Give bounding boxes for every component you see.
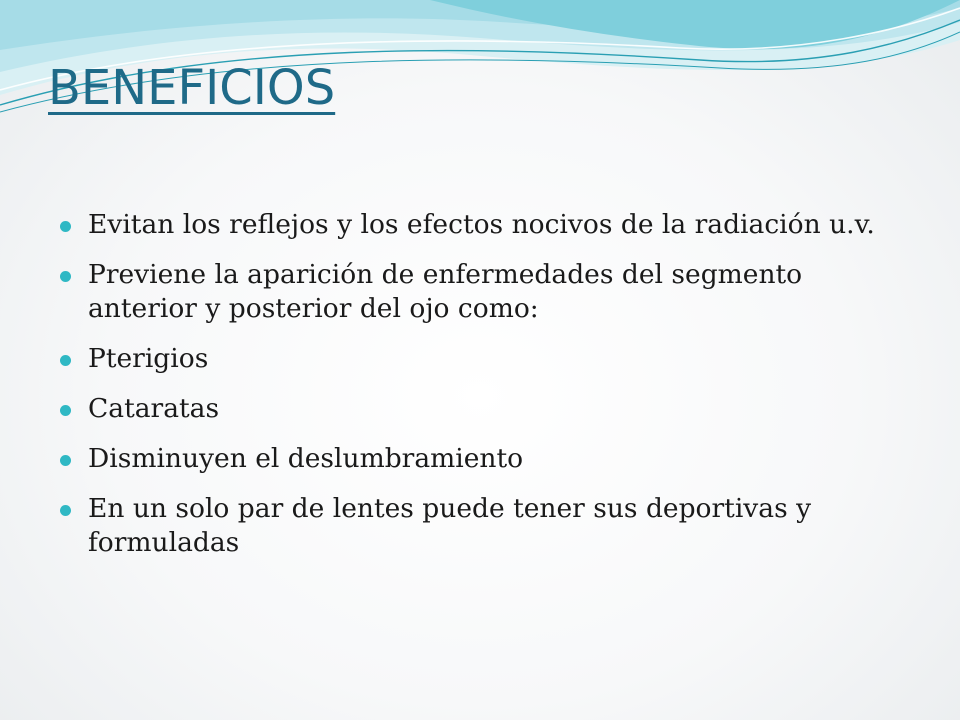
- bullet-text: Evitan los reflejos y los efectos nocivos de la radiación u.v.: [88, 209, 875, 240]
- bullet-text: Cataratas: [88, 393, 220, 424]
- list-item: [60, 208, 910, 242]
- bullet-text: Disminuyen el deslumbramiento: [88, 443, 524, 474]
- bullet-dot-icon: [60, 505, 71, 516]
- list-item: [60, 258, 910, 326]
- slide-title: BENEFICIOS: [48, 60, 336, 116]
- list-item: [60, 342, 910, 376]
- bullet-dot-icon: [60, 221, 71, 232]
- list-item: [60, 442, 910, 476]
- bullet-dot-icon: [60, 271, 71, 282]
- bullet-dot-icon: [60, 405, 71, 416]
- bullet-dot-icon: [60, 355, 71, 366]
- list-item: [60, 392, 910, 426]
- list-item: [60, 492, 910, 560]
- bullet-text: Pterigios: [88, 343, 209, 374]
- bullet-list: [60, 208, 910, 576]
- bullet-dot-icon: [60, 455, 71, 466]
- bullet-text: En un solo par de lentes puede tener sus deportivas y formuladas: [88, 493, 812, 558]
- bullet-text: Previene la aparición de enfermedades del segmento anterior y posterior del ojo como:: [88, 259, 803, 324]
